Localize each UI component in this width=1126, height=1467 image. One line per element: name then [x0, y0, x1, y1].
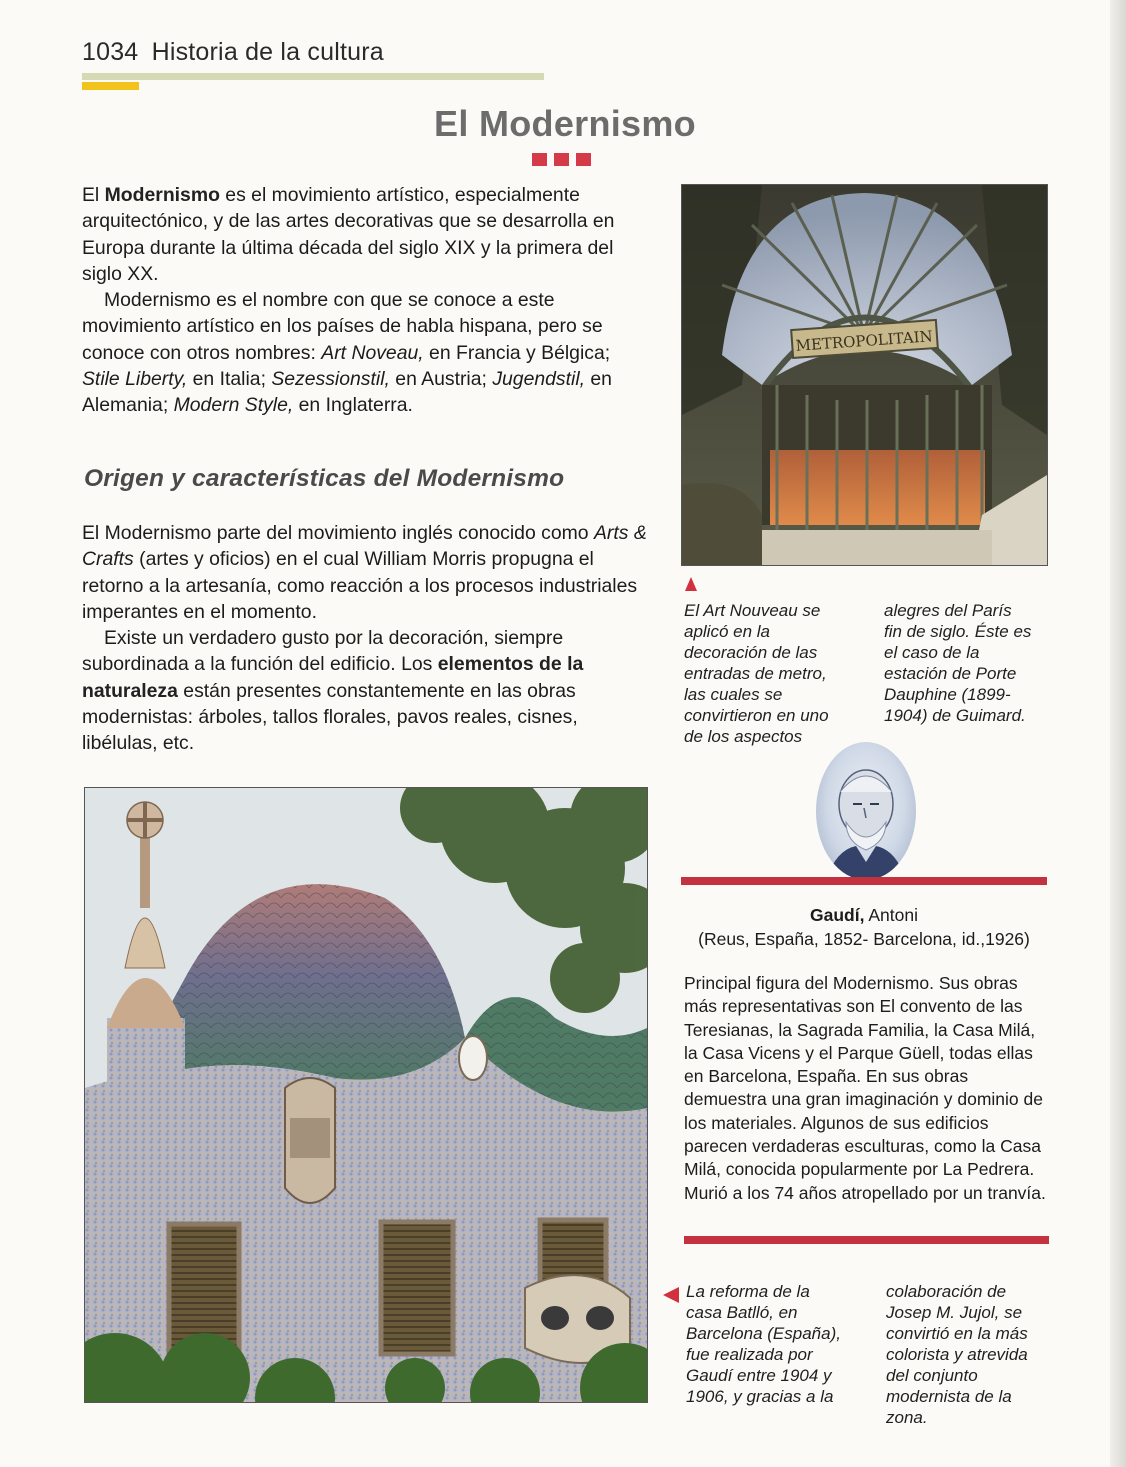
bio-given-name: Antoni — [864, 905, 918, 925]
running-header — [82, 38, 384, 67]
bio-text: Principal figura del Modernismo. Sus obras más representativas son El convento de las Teresianas, la Sagrada Familia, la Casa Milá, la Casa Vicens y el Parque Güell, todas ellas en Barcelona, España. En sus obras demuestra una gran imaginación y dominio de los materiales. Algunos de sus edificios parecen verdaderas esculturas, como la Casa Milá, conocida popularmente por La Pedrera. Murió a los 74 años atropellado por un tranvía. — [684, 973, 1046, 1203]
bio-top-rule — [681, 877, 1047, 885]
metro-caption-col2: alegres del París fin de siglo. Éste es el caso de la estación de Porte Dauphine (1899-1904) de Guimard. — [884, 601, 1032, 725]
metro-caption-marker — [685, 577, 697, 591]
term-elementos-naturaleza: elementos de la naturaleza — [82, 653, 584, 702]
metro-entrance-photo — [681, 184, 1048, 566]
bio-dates: (Reus, España, 1852- Barcelona, id.,1926) — [698, 929, 1030, 949]
intro-text — [82, 182, 648, 419]
intro-paragraph-1: El Modernismo es el movimiento artístico, especialmente arquitectónico, y de las artes decorativas que se desarrolla en Europa durante la última década del siglo XIX y la primera del siglo XX. — [82, 184, 615, 285]
term-modernismo: Modernismo — [104, 184, 220, 206]
page-title: El Modernismo — [434, 103, 696, 144]
origin-text — [82, 520, 648, 757]
origin-paragraph-2: Existe un verdadero gusto por la decoración, siempre subordinada a la función del edificio. Los elementos de la naturaleza están presentes constantemente en las obras modernistas: árboles, tallos florales, pavos reales, cisnes, libélulas, etc. — [82, 627, 584, 755]
metro-sign-text: METROPOLITAIN — [795, 327, 934, 355]
header-rule — [82, 73, 544, 80]
bio-bottom-rule — [684, 1236, 1049, 1244]
batllo-caption-col1: La reforma de la casa Batlló, en Barcelona (España), fue realizada por Gaudí entre 1904 y 1906, y gracias a la — [686, 1282, 841, 1406]
batllo-caption-marker — [663, 1287, 679, 1303]
title-ornament — [532, 153, 591, 166]
casa-batllo-photo — [84, 787, 648, 1403]
batllo-caption-col2: colaboración de Josep M. Jujol, se convirtió en la más colorista y atrevida del conjunto modernista de la zona. — [886, 1282, 1028, 1427]
running-title: Historia de la cultura — [151, 38, 384, 66]
intro-paragraph-2: Modernismo es el nombre con que se conoce a este movimiento artístico en los países de habla hispana, pero se conoce con otros nombres: Art Noveau, en Francia y Bélgica; Stile Liberty, en Italia; Sezessionstil, en Austria; Jugendstil, en Alemania; Modern Style, en Inglaterra. — [82, 289, 612, 417]
bio-surname: Gaudí, — [810, 905, 865, 925]
origin-paragraph-1: El Modernismo parte del movimiento inglés conocido como Arts & Crafts (artes y oficios) en el cual William Morris propugna el retorno a la artesanía, como reacción a los procesos industriales imperantes en el momento. — [82, 522, 647, 623]
section-heading: Origen y características del Modernismo — [84, 465, 565, 492]
bio-heading — [681, 903, 1047, 951]
header-accent-bar — [82, 82, 139, 90]
page-edge-shadow — [1110, 0, 1126, 1467]
metro-caption-col1: El Art Nouveau se aplicó en la decoración de las entradas de metro, las cuales se convirtieron en uno de los aspectos — [684, 601, 829, 746]
page-number: 1034 — [82, 38, 139, 66]
gaudi-portrait — [816, 742, 916, 880]
